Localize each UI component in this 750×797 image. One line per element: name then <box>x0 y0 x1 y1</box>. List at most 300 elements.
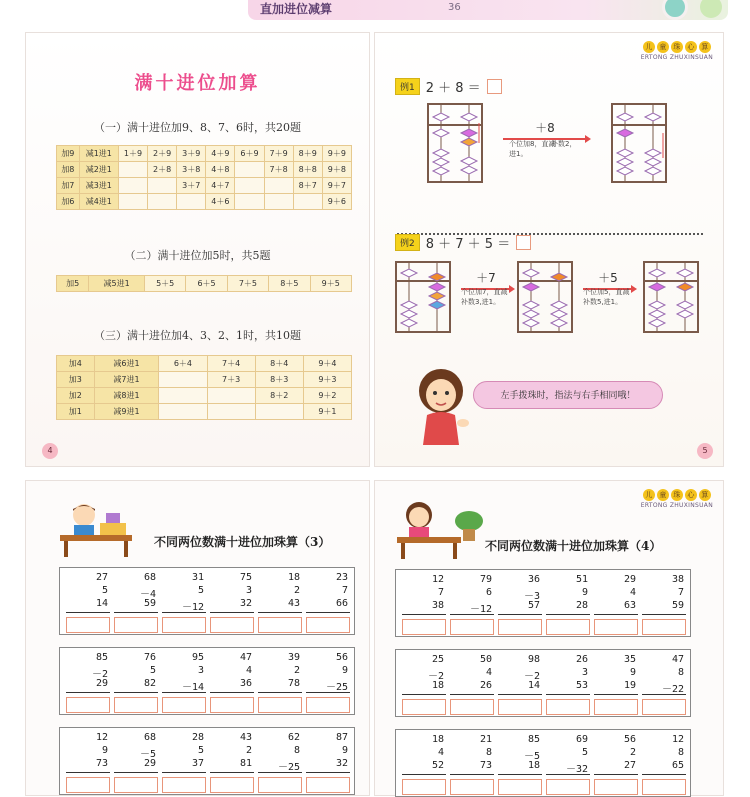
operand: 9 <box>101 745 108 756</box>
example-2-op-2: ＋5 <box>598 271 618 285</box>
sum-line <box>642 774 686 775</box>
practice-table-1 <box>56 145 352 210</box>
example-2-expression: 8 ＋ 7 ＋ 5 ＝ <box>425 237 511 252</box>
operand: －25 <box>277 762 300 773</box>
operand: 47 <box>671 654 684 665</box>
practice-table-3 <box>56 355 352 420</box>
vertical-problem <box>206 732 256 793</box>
problem-block <box>59 647 355 715</box>
table-cell: 7＋5 <box>227 276 268 292</box>
answer-box[interactable] <box>258 617 302 633</box>
table-row <box>57 162 352 178</box>
example-2-header <box>395 233 531 252</box>
operand: 73 <box>479 760 492 771</box>
operand: 18 <box>287 572 300 583</box>
table-cell: 减6进1 <box>94 356 159 372</box>
table-cell: 加1 <box>57 404 95 420</box>
table-cell: 减7进1 <box>94 372 159 388</box>
table-cell <box>159 372 207 388</box>
table-cell: 2＋9 <box>148 146 177 162</box>
operand: －3 <box>523 591 540 602</box>
operand: －12 <box>469 604 492 615</box>
operand: 27 <box>95 572 108 583</box>
sum-line <box>114 612 158 613</box>
operand: 28 <box>575 600 588 611</box>
abacus-after <box>611 103 667 183</box>
vertical-problem <box>446 654 496 715</box>
boy-icon <box>60 501 140 557</box>
answer-box[interactable] <box>642 619 686 635</box>
worksheet-title: 不同两位数满十进位加珠算（4） <box>485 539 662 553</box>
operand: 59 <box>671 600 684 611</box>
operand: －12 <box>181 602 204 613</box>
brand-pinyin: ERTONG ZHUXINSUAN <box>640 502 713 509</box>
table-cell <box>118 178 147 194</box>
brand-char: 珠 <box>671 489 683 501</box>
operand: 8 <box>485 747 492 758</box>
operand: 14 <box>95 598 108 609</box>
vertical-problem <box>398 734 448 795</box>
table-cell: 减2进1 <box>79 162 118 178</box>
sum-line <box>306 772 350 773</box>
operand: －4 <box>139 589 156 600</box>
answer-box[interactable] <box>450 699 494 715</box>
operand: 38 <box>431 600 444 611</box>
sum-line <box>594 694 638 695</box>
answer-box[interactable] <box>402 619 446 635</box>
table-row <box>57 388 352 404</box>
operand: 26 <box>479 680 492 691</box>
operand: 4 <box>629 587 636 598</box>
vertical-problem <box>494 654 544 715</box>
operand: 29 <box>95 678 108 689</box>
answer-box[interactable] <box>114 697 158 713</box>
operand: 32 <box>239 598 252 609</box>
table-cell: 8＋3 <box>255 372 303 388</box>
operand: 2 <box>629 747 636 758</box>
answer-box[interactable] <box>546 779 590 795</box>
operand: 36 <box>527 574 540 585</box>
example-1-note <box>509 139 555 159</box>
vertical-problem <box>158 572 208 633</box>
vertical-problem <box>542 574 592 635</box>
operand: 81 <box>239 758 252 769</box>
operand: －5 <box>523 751 540 762</box>
vertical-problem <box>446 574 496 635</box>
operand: 31 <box>191 572 204 583</box>
sum-line <box>210 772 254 773</box>
table-cell: 6＋9 <box>235 146 264 162</box>
decorative-circle <box>700 0 722 18</box>
operand: 3 <box>245 585 252 596</box>
vertical-problem <box>158 732 208 793</box>
answer-box[interactable] <box>162 777 206 793</box>
table-cell: 减3进1 <box>79 178 118 194</box>
table-row <box>57 194 352 210</box>
sum-line <box>66 612 110 613</box>
table-cell: 减1进1 <box>79 146 118 162</box>
vertical-problem <box>302 572 352 633</box>
table-cell: 减9进1 <box>94 404 159 420</box>
operand: 32 <box>335 758 348 769</box>
girl-icon <box>413 365 477 445</box>
answer-box[interactable] <box>402 779 446 795</box>
note-line: 补数3,进1。 <box>461 298 501 306</box>
operand: 53 <box>575 680 588 691</box>
brand-char: 儿 <box>643 41 655 53</box>
operand: 12 <box>95 732 108 743</box>
vertical-problem <box>110 652 160 713</box>
top-banner <box>248 0 728 20</box>
operand: 8 <box>293 745 300 756</box>
answer-box[interactable] <box>306 617 350 633</box>
abacus-step-3 <box>643 261 699 333</box>
operand: －2 <box>427 671 444 682</box>
operand: 38 <box>671 574 684 585</box>
table-cell: 减5进1 <box>89 276 145 292</box>
table-cell <box>235 162 264 178</box>
sum-line <box>114 772 158 773</box>
sum-line <box>594 614 638 615</box>
operand: －22 <box>661 684 684 695</box>
top-banner-number: 36 <box>448 2 461 13</box>
operand: 59 <box>143 598 156 609</box>
problem-block <box>59 727 355 795</box>
vertical-problem <box>590 574 640 635</box>
operand: 7 <box>341 585 348 596</box>
table-cell: 4＋9 <box>206 146 235 162</box>
table-row <box>57 404 352 420</box>
sum-line <box>162 772 206 773</box>
operand: 3 <box>197 665 204 676</box>
table-cell: 4＋8 <box>206 162 235 178</box>
worksheet-title: 不同两位数满十进位加珠算（3） <box>154 535 331 549</box>
brand-char: 儿 <box>643 489 655 501</box>
answer-box[interactable] <box>162 617 206 633</box>
answer-box[interactable] <box>594 619 638 635</box>
brand-logo <box>641 489 713 509</box>
example-2-note-1 <box>461 287 507 307</box>
vertical-problem <box>494 574 544 635</box>
operand: 85 <box>95 652 108 663</box>
answer-box[interactable] <box>210 617 254 633</box>
abacus-drawing <box>611 103 667 183</box>
brand-pinyin: ERTONG ZHUXINSUAN <box>640 54 713 61</box>
vertical-problem <box>158 652 208 713</box>
operand: 8 <box>677 667 684 678</box>
table-cell <box>177 194 206 210</box>
vertical-problem <box>398 574 448 635</box>
operand: 2 <box>293 585 300 596</box>
vertical-problem <box>254 652 304 713</box>
example-1-expression: 2 ＋ 8 ＝ <box>425 81 481 96</box>
brand-logo <box>641 41 713 61</box>
note-line: 个位加5，直减 <box>583 288 630 296</box>
sum-line <box>594 774 638 775</box>
sum-line <box>450 774 494 775</box>
operand: 28 <box>191 732 204 743</box>
boy-at-desk-illustration <box>60 501 140 557</box>
answer-box[interactable] <box>402 699 446 715</box>
answer-box[interactable] <box>66 697 110 713</box>
operand: 4 <box>485 667 492 678</box>
sum-line <box>498 614 542 615</box>
table-cell: 加9 <box>57 146 80 162</box>
operand: －2 <box>91 669 108 680</box>
operand: 5 <box>581 747 588 758</box>
example-1-note-2 <box>551 139 576 149</box>
operand: 52 <box>431 760 444 771</box>
problem-block <box>395 649 691 717</box>
operand: 12 <box>671 734 684 745</box>
operand: 63 <box>623 600 636 611</box>
operand: －25 <box>325 682 348 693</box>
brand-char: 童 <box>657 41 669 53</box>
table-cell: 8＋5 <box>269 276 310 292</box>
answer-box[interactable] <box>498 619 542 635</box>
table-cell: 加5 <box>57 276 89 292</box>
answer-box[interactable] <box>114 617 158 633</box>
answer-box[interactable] <box>594 699 638 715</box>
vertical-problem <box>254 572 304 633</box>
operand: 82 <box>143 678 156 689</box>
table-cell <box>255 404 303 420</box>
table-cell: 1＋9 <box>118 146 147 162</box>
operand: 47 <box>239 652 252 663</box>
operand: 43 <box>287 598 300 609</box>
girl-illustration <box>413 365 477 445</box>
example-1-tag: 例1 <box>395 78 420 95</box>
operand: 87 <box>335 732 348 743</box>
sum-line <box>450 694 494 695</box>
table-cell: 7＋8 <box>264 162 293 178</box>
operand: 43 <box>239 732 252 743</box>
operand: 95 <box>191 652 204 663</box>
operand: 26 <box>575 654 588 665</box>
table-cell <box>159 388 207 404</box>
table-cell: 8＋4 <box>255 356 303 372</box>
table-cell: 8＋8 <box>293 162 322 178</box>
operand: 9 <box>581 587 588 598</box>
practice-table-2 <box>56 275 352 292</box>
sum-line <box>66 692 110 693</box>
sum-line <box>114 692 158 693</box>
table-cell: 9＋5 <box>310 276 351 292</box>
operand: 18 <box>431 734 444 745</box>
operand: 25 <box>431 654 444 665</box>
worksheet-right <box>374 480 724 796</box>
table-cell <box>264 178 293 194</box>
table-cell: 加4 <box>57 356 95 372</box>
table-cell: 减4进1 <box>79 194 118 210</box>
answer-box[interactable] <box>258 697 302 713</box>
operand: 68 <box>143 732 156 743</box>
answer-box[interactable] <box>546 619 590 635</box>
sum-line <box>498 694 542 695</box>
operand: －32 <box>565 764 588 775</box>
page-number: 4 <box>42 443 58 459</box>
example-1-header <box>395 77 502 96</box>
answer-box[interactable] <box>114 777 158 793</box>
problem-block <box>395 729 691 797</box>
operand: 7 <box>437 587 444 598</box>
table-cell: 7＋9 <box>264 146 293 162</box>
answer-box[interactable] <box>210 697 254 713</box>
table-cell: 7＋4 <box>207 356 255 372</box>
operand: 21 <box>479 734 492 745</box>
note-line: 个位加7，直减 <box>461 288 508 296</box>
table-cell: 3＋8 <box>177 162 206 178</box>
vertical-problem <box>590 734 640 795</box>
operand: －2 <box>523 671 540 682</box>
answer-box[interactable] <box>546 699 590 715</box>
operand: 76 <box>143 652 156 663</box>
table-cell: 9＋4 <box>303 356 351 372</box>
operand: 57 <box>527 600 540 611</box>
operand: 65 <box>671 760 684 771</box>
table-cell: 9＋9 <box>322 146 351 162</box>
answer-box[interactable] <box>210 777 254 793</box>
vertical-problem <box>206 652 256 713</box>
page-title: 满十进位加算 <box>134 73 261 94</box>
table-row <box>57 372 352 388</box>
section-heading-2: （二）满十进位加5时，共5题 <box>124 249 271 262</box>
sum-line <box>402 774 446 775</box>
answer-box[interactable] <box>642 699 686 715</box>
answer-box[interactable] <box>162 697 206 713</box>
answer-box[interactable] <box>487 79 502 94</box>
operand: 4 <box>437 747 444 758</box>
section-heading-1: （一）满十进位加9、8、7、6时，共20题 <box>94 121 301 134</box>
abacus-drawing <box>517 261 573 333</box>
operand: 50 <box>479 654 492 665</box>
example-1-operation <box>503 119 587 140</box>
vertical-problem <box>206 572 256 633</box>
answer-box[interactable] <box>66 617 110 633</box>
table-cell <box>235 194 264 210</box>
operand: 14 <box>527 680 540 691</box>
vertical-problem <box>254 732 304 793</box>
section-heading-3: （三）满十进位加4、3、2、1时，共10题 <box>94 329 301 342</box>
brand-char: 心 <box>685 489 697 501</box>
answer-box[interactable] <box>498 699 542 715</box>
operand: 27 <box>623 760 636 771</box>
answer-box[interactable] <box>498 779 542 795</box>
table-cell: 6＋5 <box>186 276 227 292</box>
note-line: 进1。 <box>509 150 528 158</box>
table-row <box>57 276 352 292</box>
vertical-problem <box>62 652 112 713</box>
girl-at-desk-illustration <box>397 499 487 559</box>
operand: 68 <box>143 572 156 583</box>
vertical-problem <box>590 654 640 715</box>
answer-box[interactable] <box>450 619 494 635</box>
operand: 36 <box>239 678 252 689</box>
operand: －5 <box>139 749 156 760</box>
table-cell: 2＋8 <box>148 162 177 178</box>
table-cell: 4＋6 <box>206 194 235 210</box>
table-cell: 加3 <box>57 372 95 388</box>
table-cell <box>159 404 207 420</box>
operand: 85 <box>527 734 540 745</box>
worksheet-left <box>25 480 370 796</box>
operand: 98 <box>527 654 540 665</box>
table-cell: 9＋7 <box>322 178 351 194</box>
operand: －14 <box>181 682 204 693</box>
abacus-drawing <box>643 261 699 333</box>
operand: 9 <box>341 745 348 756</box>
answer-box[interactable] <box>66 777 110 793</box>
operand: 39 <box>287 652 300 663</box>
table-cell: 9＋8 <box>322 162 351 178</box>
table-cell <box>235 178 264 194</box>
vertical-problem <box>62 732 112 793</box>
table-cell: 加6 <box>57 194 80 210</box>
vertical-problem <box>542 654 592 715</box>
operand: 5 <box>101 585 108 596</box>
table-cell <box>293 194 322 210</box>
brand-char: 心 <box>685 41 697 53</box>
operand: 2 <box>293 665 300 676</box>
operand: 12 <box>431 574 444 585</box>
operand: 9 <box>341 665 348 676</box>
sum-line <box>642 614 686 615</box>
vertical-problem <box>494 734 544 795</box>
sum-line <box>402 614 446 615</box>
table-cell: 9＋3 <box>303 372 351 388</box>
sum-line <box>306 612 350 613</box>
answer-box[interactable] <box>306 777 350 793</box>
operand: 23 <box>335 572 348 583</box>
sum-line <box>402 694 446 695</box>
vertical-problem <box>542 734 592 795</box>
answer-box[interactable] <box>450 779 494 795</box>
answer-box[interactable] <box>306 697 350 713</box>
table-cell: 加7 <box>57 178 80 194</box>
table-cell: 3＋7 <box>177 178 206 194</box>
abacus-drawing <box>427 103 483 183</box>
table-cell <box>118 194 147 210</box>
answer-box[interactable] <box>642 779 686 795</box>
note-line: 补数2， <box>551 140 577 148</box>
example-2-tag: 例2 <box>395 234 420 251</box>
abacus-step-1 <box>395 261 451 333</box>
brand-char: 算 <box>699 41 711 53</box>
operand: 18 <box>527 760 540 771</box>
brand-char: 算 <box>699 489 711 501</box>
operand: 62 <box>287 732 300 743</box>
table-cell: 4＋7 <box>206 178 235 194</box>
problem-block <box>395 569 691 637</box>
sum-line <box>210 612 254 613</box>
girl-desk-icon <box>397 499 487 559</box>
vertical-problem <box>62 572 112 633</box>
operand: 9 <box>629 667 636 678</box>
operand: 29 <box>623 574 636 585</box>
answer-box[interactable] <box>258 777 302 793</box>
answer-box[interactable] <box>516 235 531 250</box>
operand: 29 <box>143 758 156 769</box>
operand: 8 <box>677 747 684 758</box>
answer-box[interactable] <box>594 779 638 795</box>
table-cell: 9＋6 <box>322 194 351 210</box>
sum-line <box>498 774 542 775</box>
note-line: 补数5,进1。 <box>583 298 623 306</box>
table-cell <box>264 194 293 210</box>
sum-line <box>66 772 110 773</box>
table-cell: 8＋9 <box>293 146 322 162</box>
operand: 6 <box>485 587 492 598</box>
